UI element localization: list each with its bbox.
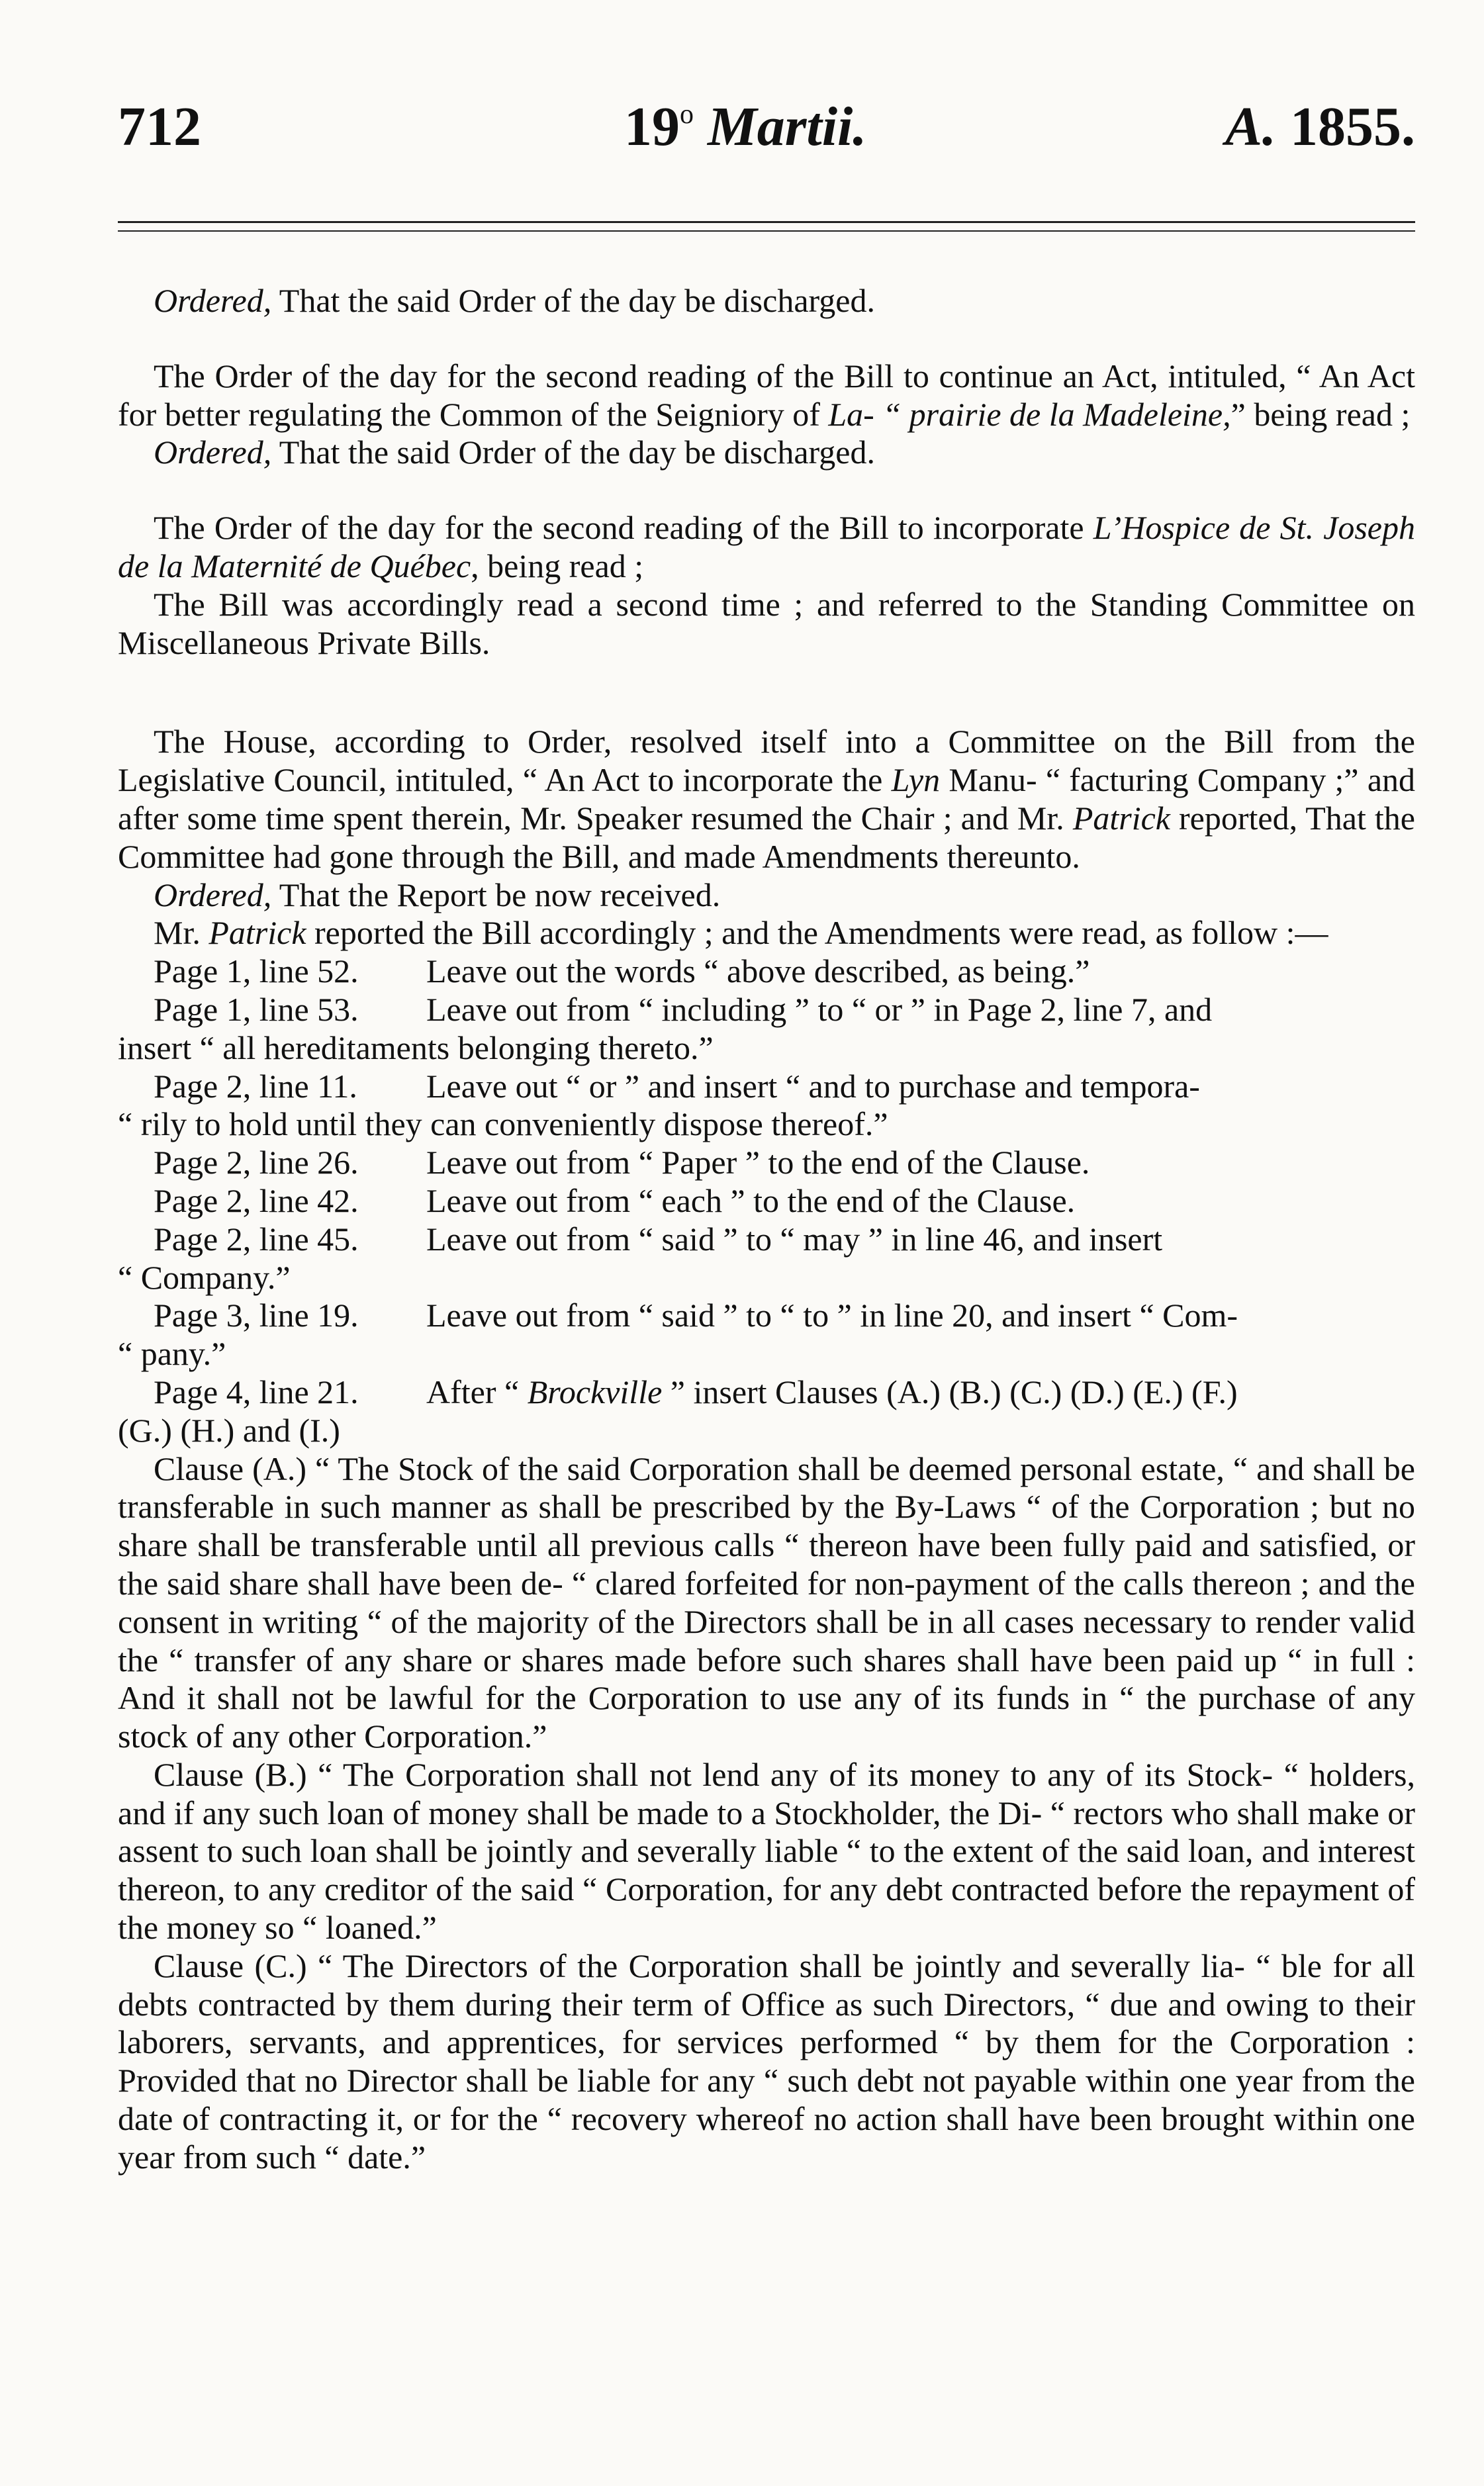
header-rule — [118, 221, 1415, 248]
page-number: 712 — [118, 96, 201, 158]
paragraph-text: The Order of the day for the second reading of the Bill to incorporate — [154, 509, 1093, 547]
amendment-ref: Page 2, line 11. — [154, 1067, 357, 1105]
page-header — [118, 96, 1415, 172]
paragraph-text: The Bill was accordingly read a second time ; and referred to the Standing Committee on Miscellaneous Private Bills. — [118, 585, 1415, 661]
amendment-continuation: (G.) (H.) and (I.) — [118, 1411, 340, 1449]
italic-text: L’Hospice de St. Joseph de la Maternité de Québec — [118, 509, 1415, 584]
amendment-text: Leave out from “ including ” to “ or ” in Page 2, line 7, and — [426, 990, 1213, 1028]
header-rule-bottom — [118, 230, 1415, 232]
paragraph-laprairie-bill — [118, 357, 1415, 434]
paragraph-text: reported, That the Committee had gone through the Bill, and made Amendments thereunto. — [118, 799, 1416, 875]
paragraph-text: , being read ; — [471, 547, 644, 584]
amendment-ref: Page 2, line 26. — [154, 1144, 359, 1181]
amendment-ref: Page 2, line 42. — [154, 1181, 359, 1219]
paragraph-text: After “ — [426, 1373, 528, 1410]
amendment-ref: Page 1, line 53. — [154, 990, 359, 1028]
header-rule-top — [118, 221, 1415, 223]
paragraph-order-discharged-1 — [118, 282, 1415, 320]
amendment-text: Leave out from “ Paper ” to the end of the Clause. — [426, 1144, 1090, 1181]
paragraph-text: Mr. — [154, 914, 209, 952]
ordered-label: Ordered, — [154, 434, 272, 471]
amendment-row — [118, 1182, 1415, 1220]
ordered-label: Ordered, — [154, 876, 272, 913]
amendment-text: Leave out from “ said ” to “ to ” in line 20, and insert “ Com- — [426, 1297, 1238, 1334]
amendment-text: Leave out from “ each ” to the end of the Clause. — [426, 1181, 1076, 1219]
paragraph-text: Manu- “ facturing Company ;” and after some time spent therein, Mr. Speaker resumed the Chair ; and Mr. — [118, 761, 1416, 837]
amendment-row — [118, 1373, 1415, 1412]
amendment-text: Leave out the words “ above described, as being.” — [426, 952, 1090, 990]
italic-text: Patrick — [209, 914, 306, 952]
paragraph-text: That the said Order of the day be discharged. — [271, 282, 875, 319]
amendment-row — [118, 1297, 1415, 1335]
paragraph-hospice-bill — [118, 509, 1415, 586]
paragraph-text: ” being read ; — [1230, 395, 1411, 433]
amendment-row — [118, 1068, 1415, 1106]
amendment-continuation: “ pany.” — [118, 1335, 226, 1373]
italic-text: Patrick — [1072, 799, 1170, 837]
amendment-continuation: “ rily to hold until they can conveniently dispose thereof.” — [118, 1105, 888, 1143]
paragraph-report-received — [118, 876, 1415, 915]
paragraph-text: That the Report be now received. — [271, 876, 721, 913]
amendment-text — [426, 1373, 1415, 1412]
amendment-row — [118, 991, 1415, 1029]
amendment-ref: Page 1, line 52. — [154, 952, 359, 990]
page-date — [624, 96, 867, 158]
paragraph-text: The Order of the day for the second reading of the Bill to continue an Act, intituled, “ An Act for better regulating the Common of the Seigniory of — [118, 357, 1415, 433]
amendment-ref: Page 3, line 19. — [154, 1297, 359, 1334]
paragraph-text: That the said Order of the day be discharged. — [271, 434, 875, 471]
italic-text: Brockville — [527, 1373, 663, 1410]
date-day: 19 — [624, 96, 680, 158]
amendment-row — [118, 1220, 1415, 1259]
ordered-label: Ordered, — [154, 282, 272, 319]
paragraph-second-reading — [118, 586, 1415, 663]
date-month: Martii. — [708, 96, 867, 158]
page-year — [1225, 96, 1415, 158]
amendment-continuation: insert “ all hereditaments belonging thereto.” — [118, 1029, 714, 1066]
paragraph-text: The House, according to Order, resolved itself into a Committee on the Bill from the Legislative Council, intituled, “ An Act to incorporate the — [118, 723, 1415, 799]
amendment-row — [118, 1144, 1415, 1182]
amendment-row — [118, 952, 1415, 991]
paragraph-amendments-read — [118, 914, 1415, 952]
amendment-continuation: “ Company.” — [118, 1258, 291, 1296]
year-prefix: A. — [1225, 96, 1276, 158]
clause-a: Clause (A.) “ The Stock of the said Corporation shall be deemed personal estate, “ and shall be transferable in such manner as shall be prescribed by the By-Laws “ of the Corporation ; but no share shall be transferable until all previous calls “ thereon have been fully paid and satisfied, or the said share shall have been de- “ clared forfeited for non-payment of the calls thereon ; and the consent in writing “ of the majority of the Directors shall be in all cases necessary to render valid the “ transfer of any share or shares made before such shares shall have been paid up “ in full : And it shall not be lawful for the Corporation to use any of its funds in “ the purchase of any stock of any other Corporation.” — [118, 1450, 1415, 1755]
amendment-text: Leave out from “ said ” to “ may ” in line 46, and insert — [426, 1220, 1163, 1258]
paragraph-text: reported the Bill accordingly ; and the Amendments were read, as follow :— — [306, 914, 1328, 952]
paragraph-order-discharged-2 — [118, 434, 1415, 472]
amendment-ref: Page 2, line 45. — [154, 1220, 359, 1258]
amendment-ref: Page 4, line 21. — [154, 1373, 359, 1410]
journal-body — [118, 282, 1415, 2177]
italic-text: Lyn — [891, 761, 941, 799]
amendment-list — [118, 952, 1415, 1450]
paragraph-lyn-committee — [118, 723, 1415, 876]
date-day-suffix: o — [680, 99, 694, 130]
amendment-text: Leave out “ or ” and insert “ and to purchase and tempora- — [426, 1067, 1200, 1105]
italic-text: La- “ prairie de la Madeleine, — [828, 395, 1231, 433]
year-value: 1855. — [1290, 96, 1415, 158]
clause-b: Clause (B.) “ The Corporation shall not lend any of its money to any of its Stock- “ holders, and if any such loan of money shall be made to a Stockholder, the Di- “ rectors who shall make or assent to such loan shall be jointly and severally liable “ to the extent of the said loan, and interest thereon, to any creditor of the said “ Corporation, for any debt contracted before the repayment of the money so “ loaned.” — [118, 1755, 1415, 1947]
paragraph-text: ” insert Clauses (A.) (B.) (C.) (D.) (E.) (F.) — [662, 1373, 1238, 1410]
clause-c: Clause (C.) “ The Directors of the Corporation shall be jointly and severally lia- “ ble for all debts contracted by them during their term of Office as such Directors, “ due and owing to their laborers, servants, and apprentices, for services performed “ by them for the Corporation : Provided that no Director shall be liable for any “ such debt not payable within one year from the date of contracting it, or for the “ recovery whereof no action shall have been brought within one year from such “ date.” — [118, 1947, 1415, 2176]
